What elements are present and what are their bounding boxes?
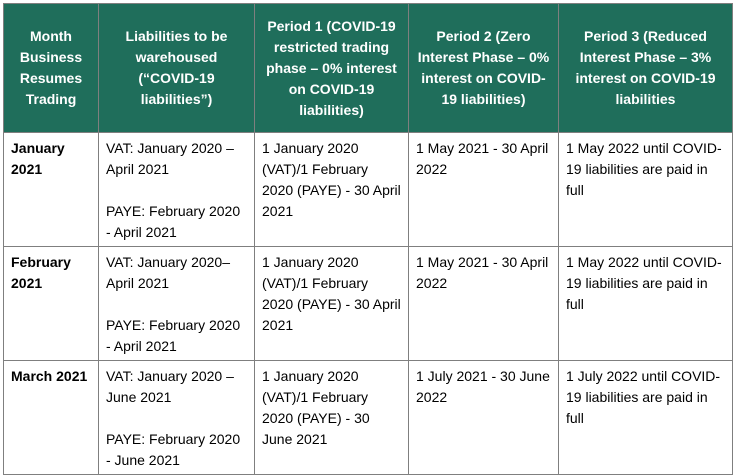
period-3-cell: 1 July 2022 until COVID-19 liabilities are paid in full — [559, 361, 733, 475]
header-period-2: Period 2 (Zero Interest Phase – 0% interest on COVID-19 liabilities) — [409, 4, 559, 133]
period-3-cell: 1 May 2022 until COVID-19 liabilities are paid in full — [559, 133, 733, 247]
liabilities-cell — [99, 133, 255, 247]
period-2-cell: 1 May 2021 - 30 April 2022 — [409, 247, 559, 361]
month-cell: February 2021 — [4, 247, 99, 361]
table-row — [4, 361, 733, 475]
paye-liability: PAYE: February 2020 - April 2021 — [106, 203, 241, 240]
period-1-cell: 1 January 2020 (VAT)/1 February 2020 (PAYE) - 30 April 2021 — [255, 133, 409, 247]
table-row — [4, 247, 733, 361]
vat-liability: VAT: January 2020 – April 2021 — [106, 140, 234, 177]
liabilities-cell — [99, 247, 255, 361]
period-2-cell: 1 July 2021 - 30 June 2022 — [409, 361, 559, 475]
period-2-cell: 1 May 2021 - 30 April 2022 — [409, 133, 559, 247]
paye-liability: PAYE: February 2020 - April 2021 — [106, 317, 241, 354]
paye-liability: PAYE: February 2020 - June 2021 — [106, 431, 241, 468]
header-period-3: Period 3 (Reduced Interest Phase – 3% interest on COVID-19 liabilities — [559, 4, 733, 133]
vat-liability: VAT: January 2020– April 2021 — [106, 254, 231, 291]
period-3-cell: 1 May 2022 until COVID-19 liabilities are paid in full — [559, 247, 733, 361]
liabilities-cell — [99, 361, 255, 475]
header-period-1: Period 1 (COVID-19 restricted trading phase – 0% interest on COVID-19 liabilities) — [255, 4, 409, 133]
table-row — [4, 133, 733, 247]
vat-liability: VAT: January 2020 – June 2021 — [106, 368, 234, 405]
month-cell: January 2021 — [4, 133, 99, 247]
warehousing-table — [3, 3, 733, 475]
table-header-row — [4, 4, 733, 133]
header-liabilities: Liabilities to be warehoused (“COVID-19 liabilities”) — [99, 4, 255, 133]
period-1-cell: 1 January 2020 (VAT)/1 February 2020 (PAYE) - 30 June 2021 — [255, 361, 409, 475]
header-month: Month Business Resumes Trading — [4, 4, 99, 133]
month-cell: March 2021 — [4, 361, 99, 475]
period-1-cell: 1 January 2020 (VAT)/1 February 2020 (PAYE) - 30 April 2021 — [255, 247, 409, 361]
